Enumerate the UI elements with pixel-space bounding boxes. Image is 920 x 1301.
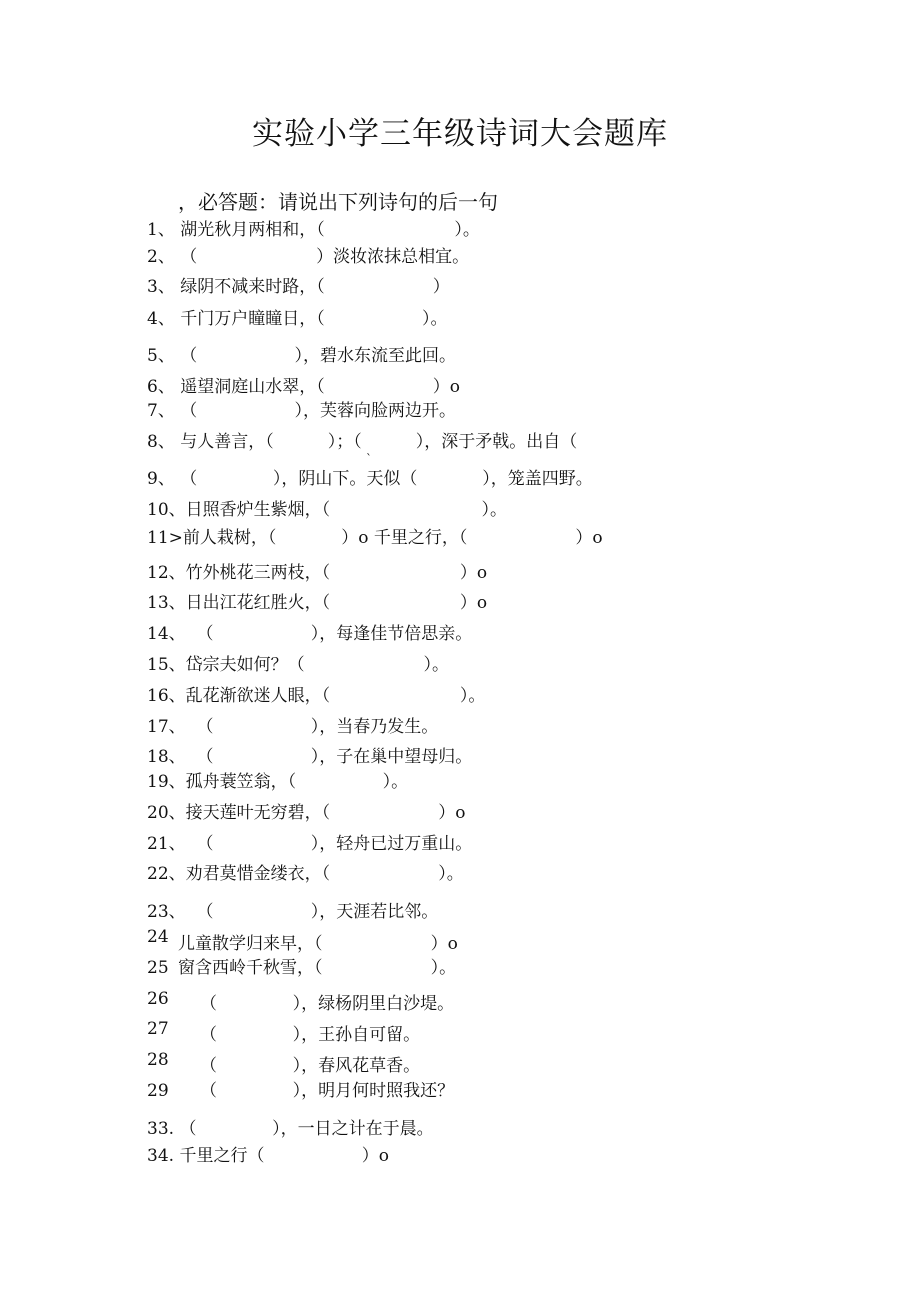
stray-mark: ` (366, 452, 372, 466)
question-line: （ ），春风花草香。 (200, 1056, 421, 1076)
question-line: 18、 （ ），子在巢中望母归。 (147, 747, 473, 767)
section-heading: ，必答题：请说出下列诗句的后一句 (178, 190, 498, 214)
question-line: 10、日照香炉生紫烟，（ ）。 (147, 500, 507, 520)
question-number: 27 (147, 1019, 169, 1039)
question-line: 1、 湖光秋月两相和，（ ）。 (147, 220, 480, 240)
question-line: 7、 （ ），芙蓉向脸两边开。 (147, 401, 456, 421)
question-line: 34. 千里之行（ ）o (147, 1146, 389, 1166)
page-title: 实验小学三年级诗词大会题库 (252, 116, 668, 152)
question-line: 23、 （ ），天涯若比邻。 (147, 902, 439, 922)
question-line: 19、孤舟蓑笠翁，（ ）。 (147, 772, 409, 792)
question-line: 33. （ ），一日之计在于晨。 (147, 1119, 434, 1139)
question-line: 3、 绿阴不减来时路，（ ） (147, 277, 450, 297)
question-number: 25 (147, 958, 169, 978)
question-line: 12、竹外桃花三两枝，（ ）o (147, 563, 488, 583)
question-line: 9、 （ ），阴山下。天似（ ），笼盖四野。 (147, 469, 593, 489)
question-line: （ ），王孙自可留。 (200, 1025, 421, 1045)
question-line: 儿童散学归来早，（ ）o (178, 934, 458, 954)
question-line: 17、 （ ），当春乃发生。 (147, 717, 439, 737)
question-line: 13、日出江花红胜火，（ ）o (147, 593, 488, 613)
question-number: 29 (147, 1081, 169, 1101)
question-line: 6、 遥望洞庭山水翠，（ ）o (147, 377, 461, 397)
question-line: 5、 （ ），碧水东流至此回。 (147, 346, 456, 366)
question-line: 22、劝君莫惜金缕衣，（ ）。 (147, 864, 464, 884)
question-number: 26 (147, 989, 169, 1009)
question-line: 11>前人栽树，（ ）o 千里之行，（ ）o (147, 528, 603, 548)
question-line: （ ），绿杨阴里白沙堤。 (200, 994, 455, 1014)
question-line: 8、 与人善言，（ ）；（ ），深于矛戟。出自（ (147, 432, 578, 452)
question-line: 14、 （ ），每逢佳节倍思亲。 (147, 624, 473, 644)
question-line: （ ），明月何时照我还？ (200, 1081, 455, 1101)
question-line: 窗含西岭千秋雪，（ ）。 (178, 958, 457, 978)
question-number: 24 (147, 927, 169, 947)
question-line: 15、岱宗夫如何？（ ）。 (147, 655, 450, 675)
question-line: 21、 （ ），轻舟已过万重山。 (147, 834, 473, 854)
question-number: 28 (147, 1050, 169, 1070)
question-line: 2、 （ ）淡妆浓抹总相宜。 (147, 247, 470, 267)
question-line: 20、接天莲叶无穷碧，（ ）o (147, 803, 466, 823)
question-line: 4、 千门万户瞳瞳日，（ ）。 (147, 309, 448, 329)
question-line: 16、乱花渐欲迷人眼，（ ）。 (147, 686, 486, 706)
